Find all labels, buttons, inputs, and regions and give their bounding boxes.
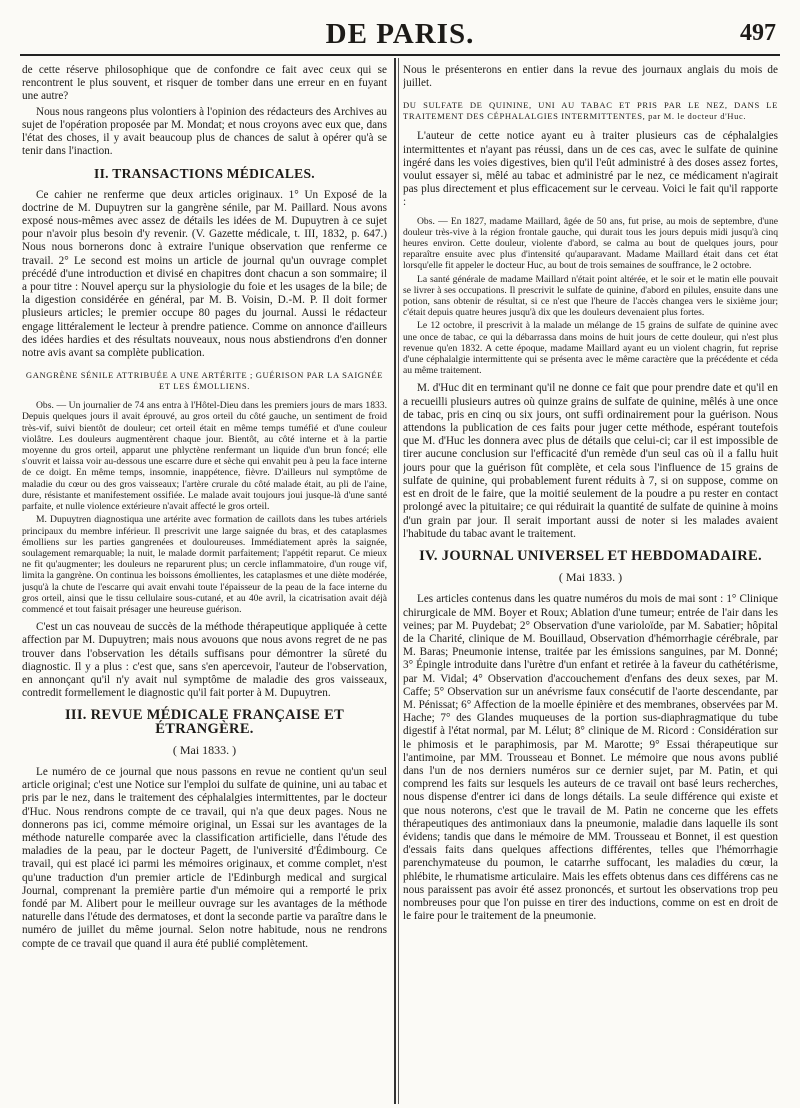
paragraph: Les articles contenus dans les quatre numéros du mois de mai sont : 1° Clinique chirurgicale de MM. Boyer et Roux; Ablation d'une tumeur; entrée de l'air dans les veines; par M. Puydebat; 2° Observation d'une varioloïde, par M. Sabatier; hôpital de la Charité, clinique de M. Bouillaud, Observation d'hémorrhagie cérébrale, par M. Baras; Pneumonie intense, traitée par les émissions sanguines, par M. Donné; 3° Épingle introduite dans l'urètre d'un enfant et retirée à la faveur du cathétérisme, par M. Vidal; 4° Observation d'accouchement d'enfans des deux sexes, par M. Caffe; 5° Observation sur un anévrisme faux consécutif de l'aorte descendante, par M. Pénissat; 6° Affection de la moelle épinière et des membranes, observées par M. Hache; 7° des Glandes muqueuses de la portion sus-diaphragmatique du tube digestif à l'état normal, par M. Lélut; 8° clinique de M. Ricord : Considération sur le phimosis et le paraphimosis, par M. Marotte; 9° Essai thérapeutique sur l'antimoine, par MM. Trousseau et Bonnet. Le mémoire que nous avons publié dans l'un de nos derniers numéros sur ce dernier sujet, par M. Patin, et qui comprend les faits sur lesquels les auteurs de ce travail ont basé leurs recherches, nous dispense d'entrer ici dans de longs détails. La seule différence qui existe et que nous noterons, c'est que le travail de M. Patin ne concerne que les effets thérapeutiques des antimoniaux dans la pneumonie, maladie dans laquelle ils sont évidens; tandis que dans le mémoire de MM. Trousseau et Bonnet, il est question d'essais faits dans quelques affections différentes, telles que l'hémorrhagie parenchymateuse du poumon, le catarrhe suffocant, les maladies du cœur, la phlébite, le rhumatisme articulaire. Mais les effets obtenus dans ces différens cas ne nous paraissent pas avoir été assez prononcés, et surtout les observations trop peu nombreuses pour que l'on puisse en tirer des inductions, comme on est en droit de le faire pour le traitement de la pneumonie. bbox=[403, 593, 778, 923]
right-column bbox=[403, 64, 778, 1104]
section-date: ( Mai 1833. ) bbox=[172, 742, 237, 757]
running-header bbox=[20, 16, 780, 56]
paragraph: M. d'Huc dit en terminant qu'il ne donne ce fait que pour prendre date et qu'il en a recueilli plusieurs autres où quinze grains de sulfate de quinine, mêlés à une once de tabac, pris en cinq ou six jours, ont suffi ordinairement pour la guérison. Nous attendons la publication de ces faits pour juger cette méthode, espérant toutefois que M. d'Huc les donnera avec plus de détails que celui-ci; car il est impossible de tirer aucune conclusion sur l'efficacité d'un remède d'un seul cas où il a fallu huit jours pour que la guérison fût complète, et cela sous l'influence de 15 grains de sulfate de quinine, qui probablement furent réduits à 7, si on suppose, comme on est en droit de le faire, que la moitié seulement de la poudre a pu rester en contact prolongé avec la pituitaire; ce qui réduirait la quantité de sulfate de quinine à moins d'un grain par jour. Il serait important aussi de noter si les malades avaient l'habitude du tabac avant le traitement. bbox=[403, 382, 778, 540]
column-divider-inner bbox=[398, 58, 399, 1104]
paragraph: Le 12 octobre, il prescrivit à la malade un mélange de 15 grains de sulfate de quinine avec une once de tabac, ce qui la débarrassa dans moins de huit jours de cette douleur, qui n'est plus revenue qu'en 1832. A cette époque, madame Maillard ayant eu un violent chagrin, fut reprise d'une céphalalgie intermittente qui se présenta avec le même caractère que la précédente et céda au même traitement. bbox=[403, 320, 778, 377]
paragraph: de cette réserve philosophique que de confondre ce fait avec ceux qui se rencontrent le plus souvent, et risquer de tomber dans une erreur en en fuyant une autre? bbox=[22, 64, 387, 103]
paragraph: M. Dupuytren diagnostiqua une artérite avec formation de caillots dans les tubes artériels principaux du membre inférieur. Il prescrivit une large saignée du bras, et des cataplasmes émolliens sur les parties gangrenées et douloureuses. Immédiatement après la saignée, soulagement remarquable; la nuit, le malade dormit parfaitement; l'appétit reparut. Ce mieux ne fit qu'augmenter; les douleurs ne reparurent plus; un cercle inflammatoire, d'un rouge vif, limita la gangrène. On continua les boissons émollientes, les cataplasmes et une diète modérée, jusqu'à la chute de l'escarre qui avait envahi toute l'épaisseur de la peau de la face interne du gros orteil, ainsi que le tissu cellulaire sous-cutané, et au 40e avril, la cicatrisation avait déjà commencé et tout faisait présager une heureuse guérison. bbox=[22, 514, 387, 615]
page-number: 497 bbox=[740, 20, 776, 46]
paragraph: Nous le présenterons en entier dans la revue des journaux anglais du mois de juillet. bbox=[403, 64, 778, 90]
section-heading: IV. JOURNAL UNIVERSEL ET HEBDOMADAIRE. bbox=[419, 547, 762, 564]
paragraph: Le numéro de ce journal que nous passons en revue ne contient qu'un seul article original; c'est une Notice sur l'emploi du sulfate de quinine, uni au tabac et pris par le nez, dans le traitement des céphalalgies intermittentes, par le docteur d'Huc. Nous rendrons compte de ce travail, qui n'a que deux pages. Nous ne donnerons pas ici, comme mémoire original, un Essai sur les avantages de la méthode naturelle comparée avec la classification artificielle, dans l'étude des maladies de la peau, par le docteur Pagett, de l'université d'Édimbourg. Ce travail, qui est placé ici parmi les mémoires originaux, et comme complet, n'est qu'une traduction d'un premier article de l'Edinburgh medical and surgical Journal, comprenant la première partie d'un mémoire qui a remporté le prix fondé par M. Alibert pour le meilleur ouvrage sur les avantages de la méthode naturelle dans l'étude des dermatoses, et dont la seconde partie va paraître dans le numéro de juillet du même journal. Selon notre habitude, nous ne rendrons compte de ce travail que quand il aura été publié complètement. bbox=[22, 765, 387, 950]
left-column bbox=[22, 64, 387, 1104]
case-observation bbox=[22, 400, 387, 615]
page-title: DE PARIS. bbox=[325, 18, 475, 50]
case-observation bbox=[403, 216, 778, 377]
paragraph: C'est un cas nouveau de succès de la méthode thérapeutique appliquée à cette affection par M. Dupuytren; mais nous avouons que nous avons regret de ne pas trouver dans l'observation les détails suffisans pour démontrer la sûreté du diagnostic. Il y a plus : c'est que, sans s'en apercevoir, l'auteur de l'observation, en annonçant qu'il n'y avait nul symptôme de maladie des gros vaisseaux, contredit formellement le diagnostic qu'il fait porter à M. Dupuytren. bbox=[22, 621, 387, 700]
section-date: ( Mai 1833. ) bbox=[558, 570, 623, 585]
paragraph: Nous nous rangeons plus volontiers à l'opinion des rédacteurs des Archives au sujet de l'opération proposée par M. Mondat; et nous croyons avec eux que, dans l'état des choses, il y avait beaucoup plus de chances de salut à opérer qu'à se tenir dans l'inaction. bbox=[22, 105, 387, 158]
column-divider bbox=[394, 58, 396, 1104]
section-heading: III. REVUE MÉDICALE FRANÇAISE ET ÉTRANGÈRE. bbox=[64, 707, 345, 737]
paragraph: Ce cahier ne renferme que deux articles originaux. 1° Un Exposé de la doctrine de M. Dupuytren sur la gangrène sénile, par M. Paillard. Nous avons exposé nous-mêmes avec assez de détails les idées de M. Dupuytren à ce sujet pour n'avoir plus besoin d'y revenir. (V. Gazette médicale, t. III, 1832, p. 647.) Nous nous bornerons donc à extraire l'unique observation que renferme ce travail. 2° Le second est moins un article de journal qu'un ouvrage complet précédé d'une introduction et divisé en chapitres dont chacun a son sommaire; il a pour titre : Nouvel aperçu sur la physiologie du foie et les usages de la bile; de la digestion considérée en général, par M. B. Voisin, D.-M. P. Il doit former plusieurs articles; le premier occupe 80 pages du journal. Aussi le rédacteur engage littéralement le lecteur à prendre patience. Comme on annonce d'ailleurs des idées hardies et des résultats nouveaux, nous nous abstiendrons d'en donner notre avis avant sa complète publication. bbox=[22, 188, 387, 360]
paragraph: L'auteur de cette notice ayant eu à traiter plusieurs cas de céphalalgies intermittentes et n'ayant pas réussi, dans un de ces cas, avec le sulfate de quinine ingéré dans les voies digestives, bien qu'il l'eût administré à des doses assez fortes, voulut essayer si, mêlé au tabac et administré par le nez, ce médicament n'agirait pas plus directement et plus efficacement sur le cerveau. Voici le fait qu'il rapporte : bbox=[403, 130, 778, 209]
section-heading: II. TRANSACTIONS MÉDICALES. bbox=[94, 166, 315, 182]
case-heading: GANGRÈNE SÉNILE ATTRIBUÉE A UNE ARTÉRITE ; GUÉRISON PAR LA SAIGNÉE ET LES ÉMOLLIENS. bbox=[25, 370, 384, 392]
article-heading: DU SULFATE DE QUININE, UNI AU TABAC ET PRIS PAR LE NEZ, DANS LE TRAITEMENT DES CÉPHALALGIES INTERMITTENTES, par M. le docteur d'Huc. bbox=[403, 100, 778, 122]
paragraph: Obs. — En 1827, madame Maillard, âgée de 50 ans, fut prise, au mois de septembre, d'une douleur très-vive à la région frontale gauche, qui durait tous les jours depuis midi jusqu'à cinq heures environ. Cette douleur, violente d'abord, se calma au bout de quelques jours, pour reparaître ensuite avec plus d'intensité qu'auparavant. Madame Maillard était dans cet état lorsqu'elle fit appeler le docteur Huc, au bout de trois semaines de souffrance, le 2 octobre. bbox=[403, 215, 778, 272]
paragraph: Obs. — Un journalier de 74 ans entra à l'Hôtel-Dieu dans les premiers jours de mars 1833. Depuis quelques jours il avait éprouvé, au gros orteil du côté gauche, un sentiment de froid très-vif, suivi bientôt de douleur; cet orteil était en même temps tuméfié et d'une couleur violâtre. Les douleurs augmentèrent chaque jour. Bientôt, au côté interne et à la partie moyenne du gros orteil, apparut une phlyctène renfermant un liquide d'un brun foncé; elle s'ouvrit et laissa voir au-dessous une escarre dure et sèche qui envahit peu à peu la face interne de ce doigt. En même temps, insomnie, inappétence, fièvre. D'ailleurs nul symptôme de maladie du cœur ou des gros vaisseaux; l'artère crurale du côté malade était, au pli de l'aine, dure, résistante et manifestement ossifiée. Le malade avait toujours joui jusque-là d'une santé parfaite, et nulle violence extérieure n'avait affecté le gros orteil. bbox=[22, 400, 387, 513]
paragraph: La santé générale de madame Maillard n'était point altérée, et le soir et le matin elle pouvait se livrer à ses occupations. Il prescrivit le sulfate de quinine, d'abord en pilules, ensuite dans une potion, sans obtenir de résultat, si ce n'est que l'heure de l'accès changea vers le sixième jour; c'était depuis quatre heures jusqu'à dix que les douleurs devenaient plus fortes. bbox=[403, 273, 778, 319]
